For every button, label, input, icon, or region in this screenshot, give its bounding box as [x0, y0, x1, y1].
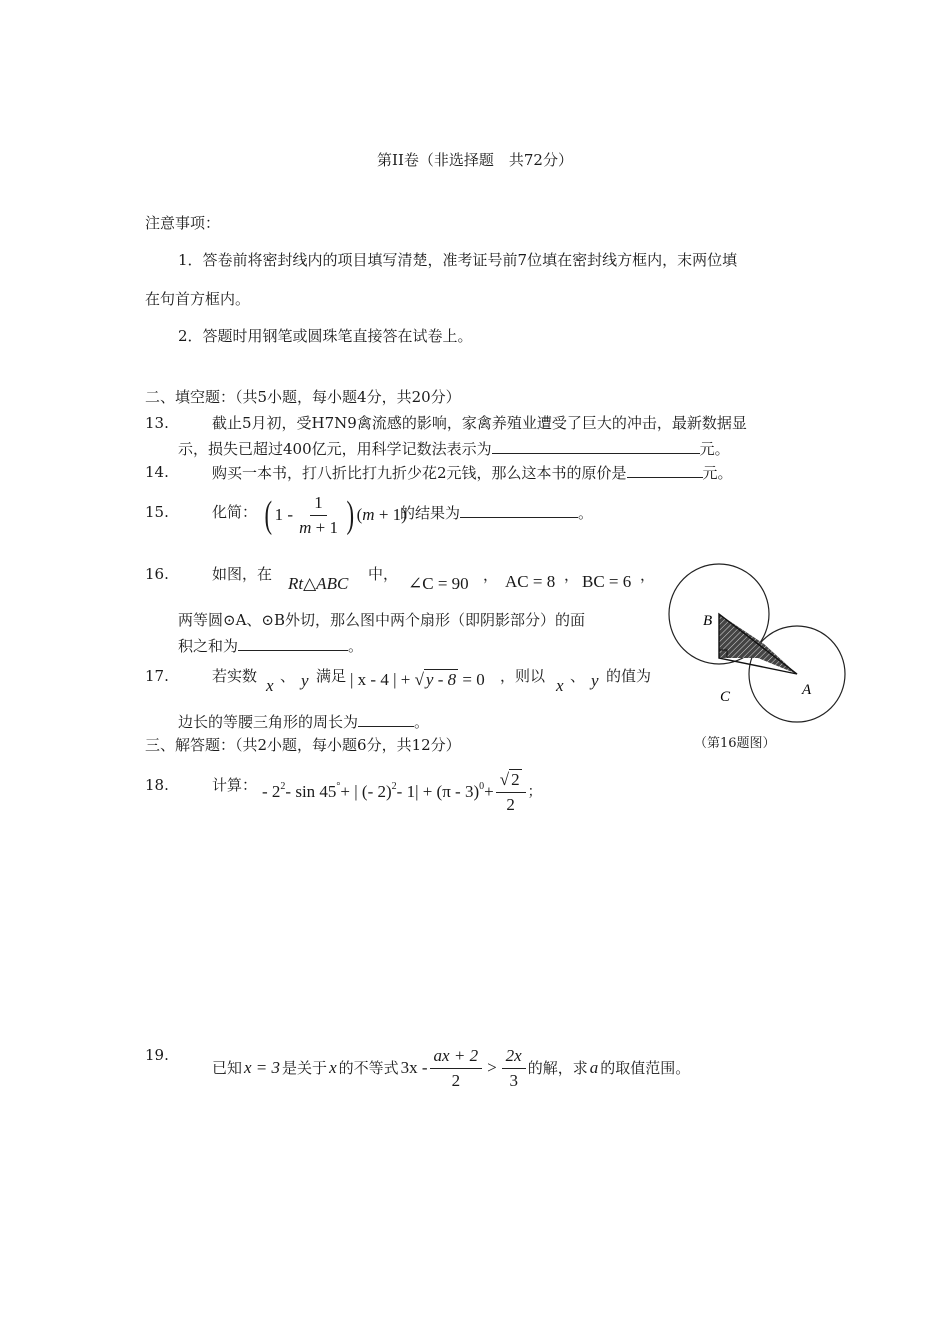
q16-ac: AC = 8	[505, 572, 556, 591]
var-y: y	[591, 671, 599, 690]
notice-item-2: 2．答题时用钢笔或圆珠笔直接答在试卷上。	[178, 327, 473, 345]
question-number: 19.	[145, 1046, 169, 1064]
separator: ，	[564, 566, 580, 584]
fraction	[295, 493, 342, 537]
q13-unit: 元。	[699, 440, 730, 458]
sqrt: √ y - 8	[414, 670, 457, 689]
greater-than: >	[487, 1057, 497, 1077]
question-number: 14.	[145, 463, 169, 481]
var-x: x	[329, 1057, 337, 1077]
question-number: 17.	[145, 667, 169, 685]
fraction-numerator: 1	[310, 493, 327, 516]
q17-dun: 、	[280, 667, 296, 685]
answer-blank[interactable]	[238, 636, 348, 651]
fraction	[496, 770, 526, 814]
q17-satisfy: 满足	[316, 667, 347, 685]
question-number: 13.	[145, 414, 169, 432]
fraction-denominator: 3	[509, 1070, 518, 1090]
var-y: y	[301, 671, 309, 690]
q18-label: 计算：	[212, 776, 258, 794]
notice-heading: 注意事项：	[145, 214, 221, 232]
answer-blank[interactable]	[460, 503, 578, 518]
q18-expression	[262, 770, 542, 814]
q14-stem: 购买一本书，打八折比打九折少花2元钱，那么这本书的原价是	[212, 464, 627, 482]
page-title: 第II卷（非选择题 共72分）	[377, 151, 573, 169]
q18-end: ；	[527, 783, 542, 800]
label-a: A	[802, 682, 812, 698]
fraction-numerator: √ 2	[496, 770, 526, 793]
q16-bc: BC = 6	[582, 572, 632, 591]
label-c: C	[720, 689, 731, 705]
q16-angle: ∠C = 90	[408, 574, 469, 593]
q15-expression	[262, 493, 407, 537]
q16-line2: 两等圆⊙A、⊙B外切，那么图中两个扇形（即阴影部分）的面	[178, 611, 585, 629]
question-number: 16.	[145, 565, 169, 583]
q16-zhong: 中，	[368, 565, 399, 583]
expr-term: - 1| + (π - 3)$^0$	[396, 781, 485, 802]
fraction-denominator: 2	[506, 794, 515, 814]
q17-intro: 若实数	[212, 667, 258, 685]
q14-unit: 元。	[702, 464, 733, 482]
fraction-numerator: ax + 2	[430, 1046, 483, 1069]
fraction-denominator: 2	[451, 1070, 461, 1090]
label-b: B	[703, 613, 713, 629]
answer-blank[interactable]	[492, 439, 700, 454]
q19-lhs: 3x -	[400, 1057, 428, 1077]
fraction	[502, 1046, 526, 1090]
q17-line2: 边长的等腰三角形的周长为 。	[178, 713, 430, 731]
var-x: x	[266, 676, 274, 695]
separator: ，	[640, 566, 656, 584]
q16-intro: 如图，在	[212, 565, 273, 583]
right-paren: )	[346, 494, 355, 537]
q17-then: ，则以	[500, 667, 546, 685]
q15-suffix: 的结果为 。	[400, 504, 594, 522]
var-a: a	[589, 1057, 599, 1077]
fraction-numerator: 2x	[502, 1046, 526, 1069]
expr-term: - sin 45°	[285, 781, 341, 802]
expr-term: - $2^2$	[262, 781, 286, 802]
q16-triangle: Rt△ABC	[288, 574, 349, 593]
q17-equation: | x - 4 | + √ y - 8 = 0	[350, 670, 485, 689]
fraction	[430, 1046, 483, 1090]
q14-text	[212, 463, 733, 482]
expr-term: + | (- 2)$^2$	[340, 781, 397, 802]
q19-cond: x = 3	[244, 1057, 281, 1077]
notice-item-1: 1．答卷前将密封线内的项目填写清楚，准考证号前7位填在密封线方框内，末两位填	[178, 251, 738, 269]
q16-line3: 积之和为 。	[178, 637, 364, 655]
question-number: 18.	[145, 776, 169, 794]
q13-text-cont	[178, 439, 730, 458]
separator: ，	[483, 566, 499, 584]
notice-item-1-cont: 在句首方框内。	[145, 290, 251, 308]
factor: (m + 1)	[356, 504, 407, 524]
left-paren: (	[264, 494, 273, 537]
q17-value: 的值为	[606, 667, 652, 685]
q13-text: 截止5月初，受H7N9禽流感的影响，家禽养殖业遭受了巨大的冲击，最新数据显	[212, 414, 747, 432]
section3-heading: 三、解答题：（共2小题，每小题6分，共12分）	[145, 736, 461, 754]
var-x: x	[556, 676, 564, 695]
answer-blank[interactable]	[627, 463, 703, 478]
expr-term: +	[484, 781, 494, 801]
answer-blank[interactable]	[358, 712, 414, 727]
q13-text-line2: 示，损失已超过400亿元，用科学记数法表示为	[178, 440, 492, 458]
fraction-denominator: m + 1	[299, 517, 338, 537]
q19-text: 已知 x = 3 是关于 x 的不等式 3x - $\frac{ax + 2}{2}$ > $\frac{2x}{3}$ 的解，求 a 的取值范围。	[212, 1046, 691, 1090]
triangle-circles-figure	[665, 560, 855, 730]
q15-label: 化简：	[212, 503, 258, 521]
one-minus: 1 -	[274, 504, 294, 524]
q17-dun: 、	[570, 667, 586, 685]
section2-heading: 二、填空题：（共5小题，每小题4分，共20分）	[145, 388, 461, 406]
question-number: 15.	[145, 503, 169, 521]
figure-caption: （第16题图）	[694, 736, 776, 751]
